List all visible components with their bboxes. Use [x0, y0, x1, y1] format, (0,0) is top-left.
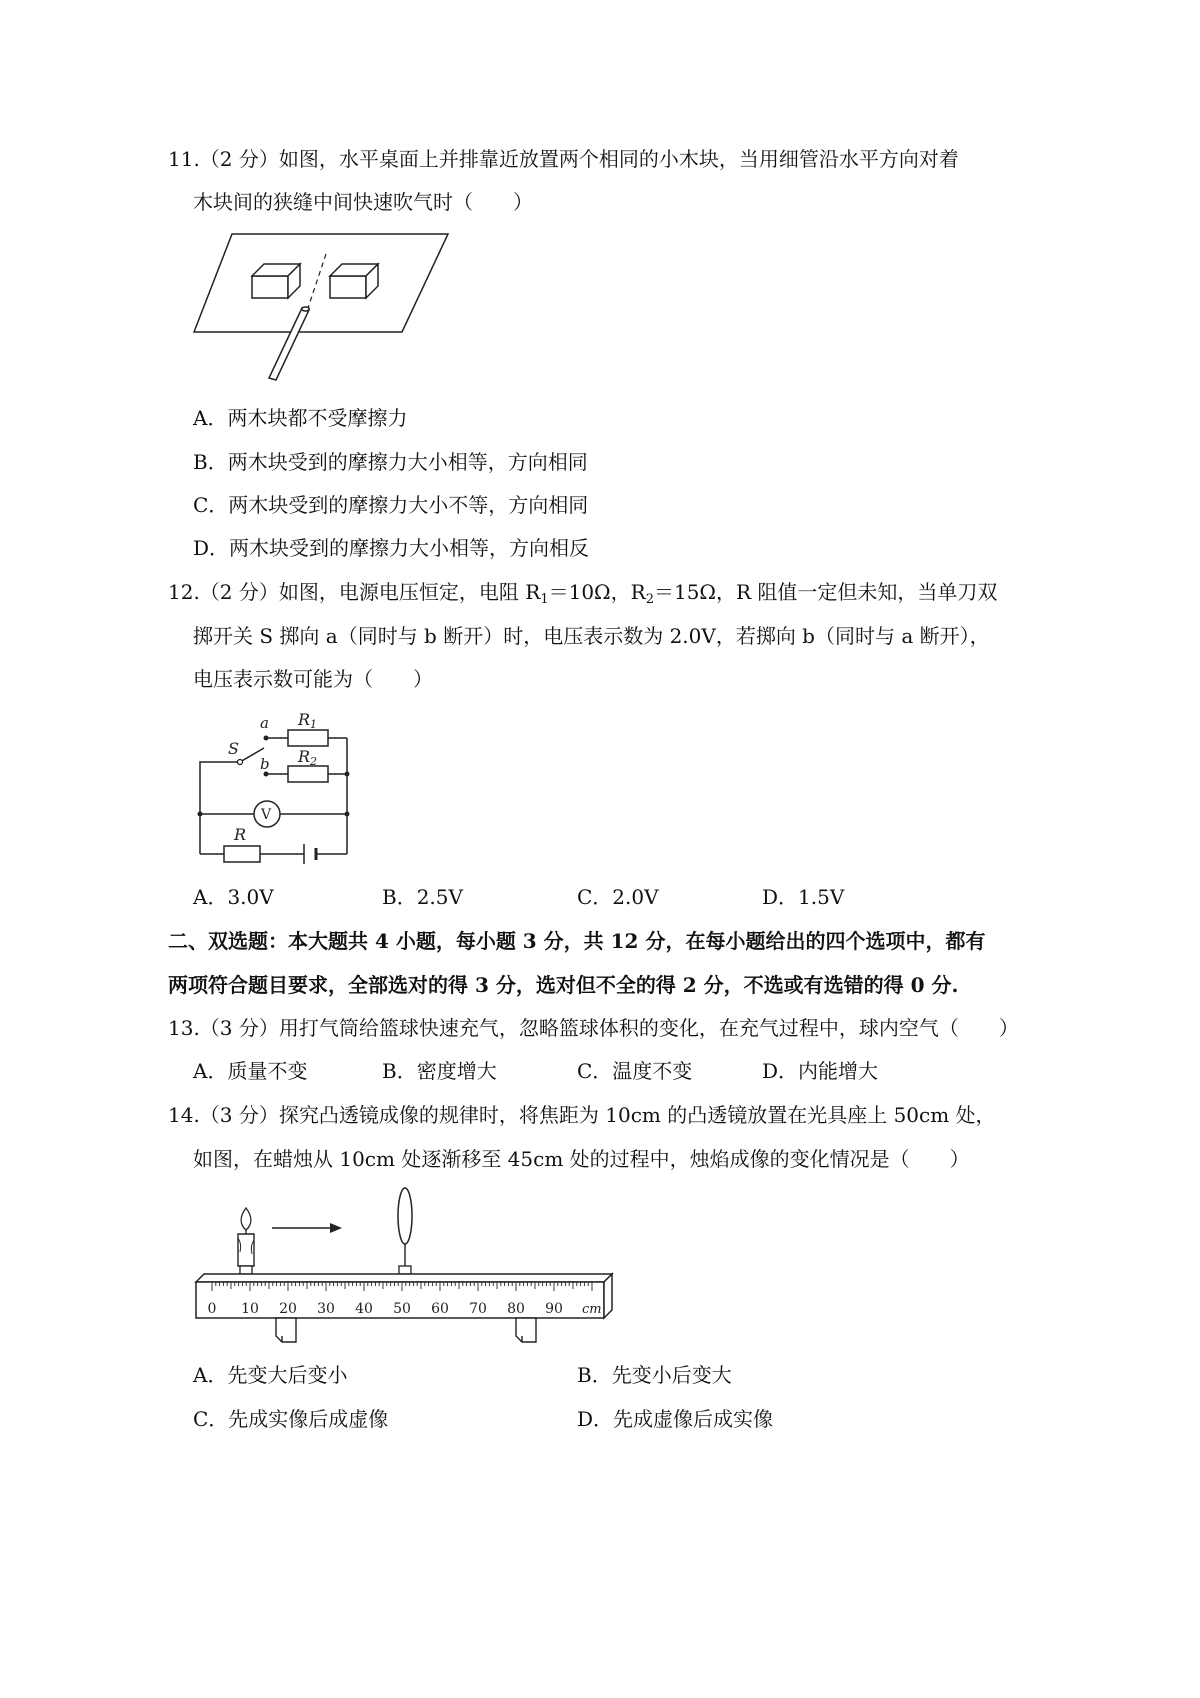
q11-option-a: A．两木块都不受摩擦力 [193, 406, 408, 430]
q14-stem-line2: 如图，在蜡烛从 10cm 处逐渐移至 45cm 处的过程中，烛焰成像的变化情况是（ ） [193, 1147, 970, 1171]
candle-holder [240, 1266, 252, 1274]
label-r1-sub: 1 [310, 718, 318, 731]
q14-option-c: C．先成实像后成虚像 [193, 1407, 389, 1431]
section2-heading-line2: 两项符合题目要求，全部选对的得 3 分，选对但不全的得 2 分，不选或有选错的得 0 分. [168, 973, 959, 997]
q12-option-d: D．1.5V [762, 885, 845, 909]
convex-lens [398, 1188, 412, 1244]
ruler-label-0: 0 [207, 1301, 217, 1317]
ruler-label-40: 40 [355, 1301, 373, 1317]
q11-option-c: C．两木块受到的摩擦力大小不等，方向相同 [193, 493, 589, 517]
contact-a [264, 736, 269, 741]
q13-option-a: A．质量不变 [193, 1059, 308, 1083]
q12-option-c: C．2.0V [577, 885, 659, 909]
label-v: V [261, 807, 272, 823]
label-r1 [297, 710, 317, 731]
q11-figure [190, 228, 460, 388]
resistor-r [224, 846, 260, 862]
label-s: S [228, 739, 239, 758]
label-r1-main: R [298, 710, 311, 729]
table-surface [194, 234, 448, 332]
q12-option-a: A．3.0V [193, 885, 274, 909]
q12-stem-line3: 电压表示数可能为（ ） [193, 667, 433, 691]
q14-option-d: D．先成虚像后成实像 [577, 1407, 774, 1431]
q11-option-b: B．两木块受到的摩擦力大小相等，方向相同 [193, 450, 588, 474]
ruler-label-30: 30 [317, 1301, 335, 1317]
q12-line1-pre: 12.（2 分）如图，电源电压恒定，电阻 R [168, 580, 541, 604]
label-b: b [260, 755, 270, 773]
resistor-r1 [288, 730, 328, 746]
q12-circuit-figure [190, 708, 360, 868]
ruler-label-20: 20 [279, 1301, 297, 1317]
r2-subscript: 2 [645, 592, 654, 607]
left-wood-block [252, 264, 300, 298]
q14-option-a: A．先变大后变小 [193, 1363, 348, 1387]
air-path [308, 254, 326, 308]
label-r2-main: R [298, 747, 311, 766]
q14-option-b: B．先变小后变大 [577, 1363, 732, 1387]
lens-holder [399, 1266, 411, 1274]
q13-option-c: C．温度不变 [577, 1059, 693, 1083]
bench-feet [276, 1318, 536, 1342]
label-r2-sub: 2 [310, 755, 318, 768]
q13-option-b: B．密度增大 [382, 1059, 497, 1083]
ruler-label-50: 50 [393, 1301, 411, 1317]
q14-optical-bench-figure [190, 1186, 620, 1346]
section2-heading-line1: 二、双选题：本大题共 4 小题，每小题 3 分，共 12 分，在每小题给出的四个选项中，都有 [168, 929, 986, 953]
q14-stem-line1: 14.（3 分）探究凸透镜成像的规律时，将焦距为 10cm 的凸透镜放置在光具座上 50cm 处， [168, 1103, 996, 1127]
ruler-label-60: 60 [431, 1301, 449, 1317]
ruler-label-70: 70 [469, 1301, 487, 1317]
q11-stem-line2: 木块间的狭缝中间快速吹气时（ ） [193, 190, 533, 214]
resistor-r2 [288, 766, 328, 782]
q12-stem-line2: 掷开关 S 掷向 a（同时与 b 断开）时，电压表示数为 2.0V，若掷向 b（同时与 a 断开）， [193, 624, 990, 648]
junction-right-top [345, 772, 350, 777]
ruler-label-80: 80 [507, 1301, 525, 1317]
q13-stem: 13.（3 分）用打气筒给篮球快速充气，忽略篮球体积的变化，在充气过程中，球内空气（ ） [168, 1016, 1019, 1040]
candle-flame [241, 1208, 251, 1230]
q11-stem-line1: 11.（2 分）如图，水平桌面上并排靠近放置两个相同的小木块，当用细管沿水平方向对着 [168, 147, 959, 171]
q12-stem-line1 [168, 579, 997, 605]
blowing-tube [269, 307, 309, 380]
switch-pivot [238, 760, 243, 765]
ruler-label-90: 90 [545, 1301, 563, 1317]
q11-option-d: D．两木块受到的摩擦力大小相等，方向相反 [193, 536, 590, 560]
right-wood-block [330, 264, 378, 298]
r1-subscript: 1 [540, 592, 549, 607]
junction-left [198, 812, 203, 817]
junction-right-mid [345, 812, 350, 817]
label-r: R [234, 825, 247, 844]
q12-option-b: B．2.5V [382, 885, 463, 909]
ruler-label-10: 10 [241, 1301, 259, 1317]
ruler-unit-label: cm [582, 1302, 602, 1317]
q12-line1-mid: ＝10Ω，R [548, 580, 646, 604]
label-a: a [260, 714, 269, 732]
label-r2 [297, 747, 317, 768]
q13-option-d: D．内能增大 [762, 1059, 879, 1083]
q12-line1-post: ＝15Ω，R 阻值一定但未知，当单刀双 [653, 580, 998, 604]
